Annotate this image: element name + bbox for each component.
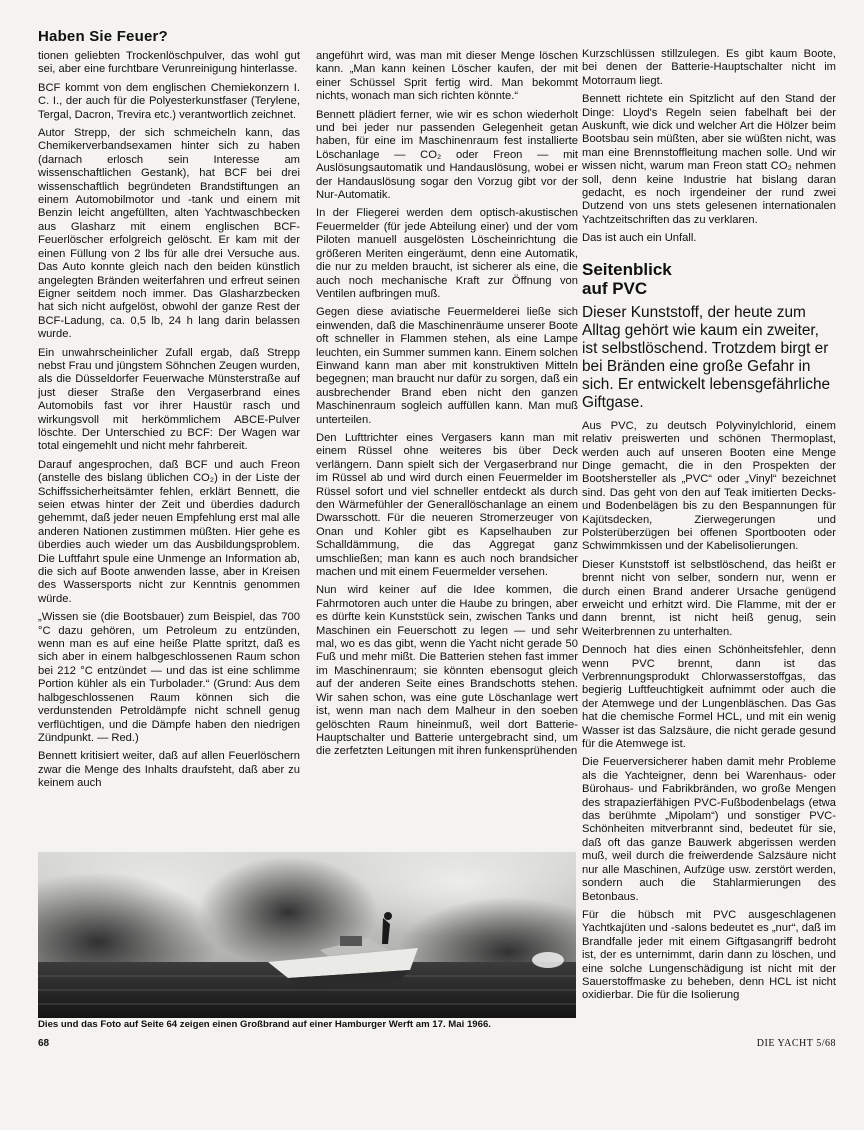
paragraph: Bennett plädiert ferner, wie wir es schon wiederholt und bei jeder nur passenden Gelegenheit getan haben, für eine im Maschinenraum fest installierte Löschanlage — CO₂ oder Freon — mit Auslösungsautomatik und Handauslösung, wobei er der Handauslösung sogar den Vorzug gibt vor der Nur-Automatik. bbox=[316, 108, 578, 202]
section-heading bbox=[582, 260, 836, 298]
paragraph: Den Lufttrichter eines Vergasers kann man mit einem Rüssel ohne weiteres bis über Deck verlängern. Dann spielt sich der Vergaserbrand nur im Rüssel ab und wird durch einen Feuermelder im Rüssel sofort und viel schneller entdeckt als durch den Wärmefühler der Generallöschanlage an einem Dwarsschott. Für die neueren Stromerzeuger von Onan und Kohler gibt es Kapselhauben zur Schalldämmung, die das Aggregat ganz umschließen; man kann es auch noch brandsicher machen und mit einem Feuermelder versehen. bbox=[316, 431, 578, 579]
paragraph: Nun wird keiner auf die Idee kommen, die Fahrmotoren auch unter die Haube zu bringen, aber es dürfte kein Kunststück sein, zwischen Tanks und Maschinen ein Feuerschott zu legen — und sehr mal, wo es das gibt, wenn die Yacht nicht gerade 50 Fuß und mehr mißt. Die Batterien stehen fast immer im Maschinenraum; sie könnten ebensogut gleich auf der anderen Seite eines Brandschotts stehen. Wir sahen schon, was eine gute Löschanlage wert ist, wenn man nach dem Malheur in den soeben gelöschten Raum hineinmuß, weil dort Batterie-Hauptschalter und Batterie untergebracht sind, um die zerfetzten Leitungen mit ihren funkensprühenden bbox=[316, 584, 578, 758]
section-heading-line: Seitenblick bbox=[582, 259, 672, 279]
paragraph: Dennoch hat dies einen Schönheitsfehler, denn wenn PVC brennt, dann ist das Verbrennungsprodukt Chlorwasserstoffgas, das begierig Luftfeuchtigkeit aufnimmt oder auch die der Atemwege und der Lungenbläschen. Das Gas hat die chemische Formel HCL, und mit ein wenig Wasser ist das Salzsäure, die nicht gerade gesund für die Atemwege ist. bbox=[582, 644, 836, 751]
paragraph: Dieser Kunststoff ist selbstlöschend, das heißt er brennt nicht von selber, sondern nur, wenn er durch einen Brand anderer Ursache genügend erweicht und erhitzt wird. Die Flamme, mit der er dann brennt, ist nicht heiß genug, sein Weiterbrennen zu unterhalten. bbox=[582, 558, 836, 638]
article-column-3 bbox=[582, 48, 836, 1078]
photo-caption: Dies und das Foto auf Seite 64 zeigen einen Großbrand auf einer Hamburger Werft am 17. Mai 1966. bbox=[38, 1019, 491, 1030]
section-lead: Dieser Kunststoff, der heute zum Alltag gehört wie kaum ein zweiter, ist selbstlöschend. Trotzdem birgt er bei Bränden eine große Gefahr in sich. Er entwickelt lebensgefährliche Giftgase. bbox=[582, 303, 831, 411]
magazine-footer: DIE YACHT 5/68 bbox=[756, 1038, 836, 1049]
paragraph: Kurzschlüssen stillzulegen. Es gibt kaum Boote, bei denen der Batterie-Hauptschalter nicht im Motorraum liegt. bbox=[582, 48, 836, 87]
article-column-1 bbox=[38, 50, 300, 850]
paragraph: angeführt wird, was man mit dieser Menge löschen kann. „Man kann keinen Löscher kaufen, der mit einer Schüssel Sprit fertig wird. Man bekommt nichts, wonach man sich richten könnte.“ bbox=[316, 50, 578, 103]
paragraph: Autor Strepp, der sich schmeicheln kann, das Chemikerverbandsexamen hinter sich zu haben (darnach erlosch sein Interesse am wissenschaftlichen Gestank), hat BCF bei drei wissenschaftlich begründeten Brandstiftungen an einem Automobilmotor und -tank und einem mit Benzin leicht angefüllten, alten Yachtwaschbecken aus Glasharz mit einem englischen BCF-Feuerlöscher erfolgreich gelöscht. Er kam mit der einen Füllung von 2 lbs für alle drei Versuche aus. Das Auto konnte gleich nach den beiden künstlich angelegten Bränden weiterfahren und erfreut seinen Eigner seitdem noch immer. Das Glasharzbecken hat sich nicht aufgelöst, obwohl der ganze Rest der BCF-Ladung, ca. 0,5 lb, 24 h lang darin belassen wurde. bbox=[38, 127, 300, 341]
paragraph: Aus PVC, zu deutsch Polyvinylchlorid, einem relativ preiswerten und schönen Thermoplast, werden auch auf unseren Booten eine Menge Dinge gemacht, die in den Prospekten der Bootshersteller als „PVC“ oder „Vinyl“ bezeichnet sind. Das geht von den auf Teak imitierten Decks- und Bodenbelägen bis zu den Bespannungen für Kajütsdecken, Zierwegerungen und Polsterüberzügen bei offenen Sportbooten oder Schwimmkissen und der Kabelisolierungen. bbox=[582, 419, 836, 553]
paragraph: Gegen diese aviatische Feuermelderei ließe sich einwenden, daß die Maschinenräume unserer Boote oft schneller in Flammen stehen, als eine Lampe leuchten, ein Summer summen kann. Einem solchen Einwand kann man aber mit konstruktiven Mitteln begegnen; man braucht nur dafür zu sorgen, daß ein ausbrechender Brand eben nicht den ganzen Maschinenraum sogleich auffüllen kann. Man muß unterteilen. bbox=[316, 306, 578, 426]
paragraph: Darauf angesprochen, daß BCF und auch Freon (anstelle des bislang üblichen CO₂) in der Liste der Schiffssicherheitsämter fehlen, erklärt Bennett, die seien etwas hinter der Zeit und überdies dadurch gehemmt, daß jeder neuen Empfehlung erst mal alle anderen Nationen zustimmen müßten. Hier gehe es überdies auch wieder um das Ausbildungsproblem. Die Luftfahrt spule eine Unmenge an Information ab, die sich auf Boote anwenden lasse, aber in Kreisen des Wassersports nicht zur Kenntnis genommen würde. bbox=[38, 458, 300, 605]
paragraph: In der Fliegerei werden dem optisch-akustischen Feuermelder (für jede Abteilung einer) und der vom Piloten manuell ausgelösten Löscheinrichtung die größeren Meriten eingeräumt, denn eine Automatik, die nur zu melden braucht, ist sicherer als eine, die auch noch mechanische Kraft zur Öffnung von Ventilen aufbringen muß. bbox=[316, 207, 578, 300]
paragraph: Bennett richtete ein Spitzlicht auf den Stand der Dinge: Lloyd's Regeln seien fabelhaft bei der Auskunft, wie dick und welcher Art die Hölzer beim Bootsbau sein müßten, aber sie wüßten nicht, was man eine Brennstoffleitung machen solle. Und wir wissen nicht, warum man Freon statt CO₂ nehmen soll, denn keine Industrie hat bislang daran gedacht, es noch irgendeiner der rund zwei Dutzend von uns stets gelesenen internationalen Yachtzeitschriften das zu verklaren. bbox=[582, 93, 836, 226]
paragraph: Bennett kritisiert weiter, daß auf allen Feuerlöschern zwar die Menge des Inhalts draufsteht, daß aber zu keinem auch bbox=[38, 750, 300, 790]
section-heading-line: auf PVC bbox=[582, 278, 648, 298]
paragraph: Die Feuerversicherer haben damit mehr Probleme als die Yachteigner, denn bei Warenhaus- oder Bürohaus- und Fabrikbränden, wo große Mengen des strapazierfähigen PVC-Fußbodenbelags (etwa das berühmte „Mipolam“) und sonstiger PVC-Schönheiten mitverbrannt sind, bedeutet für sie, daß oft das ganze Bauwerk abgerissen werden muß, weil durch die freiwerdende Salzsäure nicht nur alle Maschinen, Aufzüge usw. zerstört werden, sondern auch die Stahlarmierungen des Betonbaus. bbox=[582, 756, 836, 903]
page-number: 68 bbox=[38, 1038, 50, 1049]
article-column-2 bbox=[316, 50, 578, 850]
paragraph: tionen geliebten Trockenlöschpulver, das wohl gut sei, aber eine furchtbare Verunreinigung hinterlasse. bbox=[38, 50, 300, 76]
paragraph: BCF kommt von dem englischen Chemiekonzern I. C. I., der auch für die Polyesterkunstfaser (Terylene, Tergal, Dacron, Trevira etc.) verantwortlich zeichnet. bbox=[38, 81, 300, 121]
paragraph: Das ist auch ein Unfall. bbox=[582, 232, 697, 245]
page-title: Haben Sie Feuer? bbox=[38, 28, 168, 45]
paragraph: „Wissen sie (die Bootsbauer) zum Beispiel, das 700 °C dazu gehören, um Petroleum zu entzünden, wenn man es auf eine heiße Platte spritzt, daß es sich aber in einem halbgeschlossenen Raum schon bei 212 °C entzündet — und das ist eine schlimme Portion kühler als ein Turbolader.“ (Grund: Aus dem halbgeschlossenen Raum können sich die verdunstenden Petroldämpfe nicht schnell genug verflüchtigen, und die Dämpfe haben den niedrigen Zündpunkt. — Red.) bbox=[38, 611, 300, 744]
fire-photo bbox=[38, 852, 576, 1018]
paragraph: Ein unwahrscheinlicher Zufall ergab, daß Strepp nebst Frau und jüngstem Söhnchen Zeugen wurden, als die Düsseldorfer Feuerwache Münsterstraße auf just dieser Straße den Vergaserbrand eines Automobils fast vor ihrer Haustür rasch und wirkungsvoll mit herkömmlichem ABCE-Pulver löschte. Der Unterschied zu BCF: Der Wagen war total eingemehlt und nicht mehr fahrbereit. bbox=[38, 346, 300, 453]
paragraph: Für die hübsch mit PVC ausgeschlagenen Yachtkajüten und -salons bedeutet es „nur“, daß im Brandfalle jeder mit einem Giftgasangriff bedroht ist, der es unternimmt, darin dann zu löschen, und eine solche Lungenschädigung ist nicht mit der Sauerstoffmaske zu beheben, denn HCL ist nicht oxidierbar. Die für die Isolierung bbox=[582, 908, 836, 1002]
